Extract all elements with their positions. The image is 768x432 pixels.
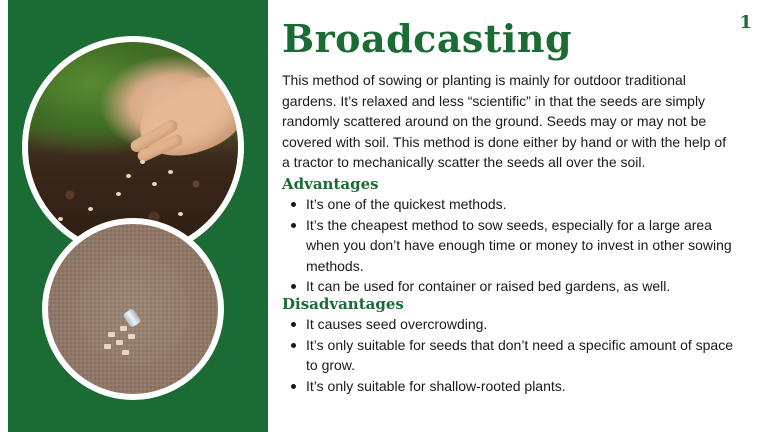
disadvantages-list bbox=[282, 314, 738, 396]
page-number: 1 bbox=[739, 12, 752, 33]
seed bbox=[128, 334, 135, 339]
list-item: It’s only suitable for seeds that don’t need a specific amount of space to grow. bbox=[282, 335, 738, 376]
seed bbox=[120, 326, 127, 331]
seed bbox=[140, 160, 145, 164]
intro-paragraph: This method of sowing or planting is mainly for outdoor traditional gardens. It’s relaxed and less “scientific” in that the seeds are simply randomly scattered around on the ground. Seeds may or may not be covered with soil. This method is done either by hand or with the help of a tractor to mechanically scatter the seeds all over the soil. bbox=[282, 72, 727, 170]
seed bbox=[126, 174, 131, 178]
seed bbox=[58, 217, 63, 221]
seed bbox=[168, 170, 173, 174]
seed-bottle-shape bbox=[122, 308, 141, 328]
advantages-heading: Advantages bbox=[282, 175, 379, 193]
seed bbox=[116, 192, 121, 196]
list-item: It’s the cheapest method to sow seeds, especially for a large area when you don’t have enough time or money to invest in other sowing methods. bbox=[282, 215, 738, 277]
seed bbox=[108, 332, 115, 337]
list-item: It’s one of the quickest methods. bbox=[282, 194, 738, 215]
seed bbox=[88, 207, 93, 211]
list-item: It’s only suitable for shallow-rooted plants. bbox=[282, 376, 738, 397]
seed bbox=[122, 350, 129, 355]
seed bbox=[178, 212, 183, 216]
list-item: It can be used for container or raised bed gardens, as well. bbox=[282, 276, 738, 297]
seed bbox=[116, 340, 123, 345]
seeds-on-fabric-photo bbox=[42, 218, 224, 400]
slide-title: Broadcasting bbox=[282, 16, 573, 61]
seed bbox=[152, 182, 157, 186]
seed bbox=[104, 344, 111, 349]
disadvantages-heading: Disadvantages bbox=[282, 295, 404, 313]
advantages-list bbox=[282, 194, 738, 297]
list-item: It causes seed overcrowding. bbox=[282, 314, 738, 335]
